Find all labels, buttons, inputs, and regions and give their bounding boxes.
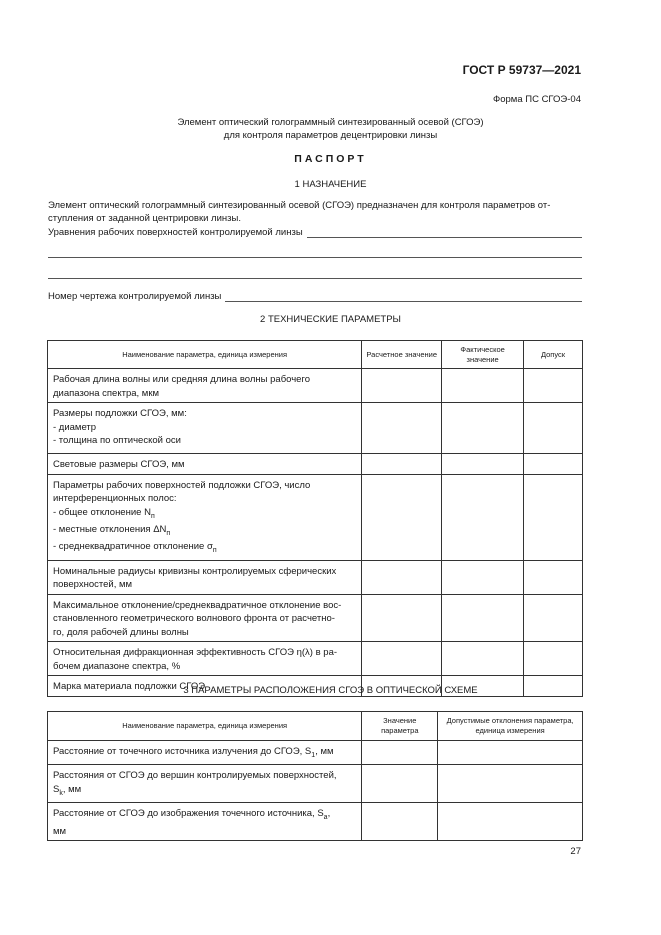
row-name-cell bbox=[48, 594, 362, 642]
column-header-name: Наименование параметра, единица измерения bbox=[48, 712, 362, 741]
column-header-tolerance: Допуск bbox=[524, 341, 583, 369]
subscript: a bbox=[323, 814, 328, 822]
section2-heading: 2 ТЕХНИЧЕСКИЕ ПАРАМЕТРЫ bbox=[260, 314, 401, 325]
blank-line-1 bbox=[48, 257, 582, 258]
cell-line bbox=[53, 807, 356, 824]
cell-line: Марка материала подложки СГОЭ bbox=[53, 681, 206, 693]
row-name-cell bbox=[48, 403, 362, 454]
row-name-cell bbox=[48, 803, 362, 841]
cell-line: Рабочая длина волны или средняя длина волны рабочего bbox=[53, 374, 310, 385]
calculated-value-cell[interactable] bbox=[362, 454, 442, 475]
cell-text: , мм bbox=[62, 783, 82, 795]
value-cell[interactable] bbox=[362, 803, 438, 841]
equations-field bbox=[48, 227, 582, 238]
cell-line: диапазона спектра, мкм bbox=[53, 387, 160, 399]
tolerance-cell[interactable] bbox=[524, 369, 583, 403]
actual-value-cell[interactable] bbox=[442, 642, 524, 676]
cell-text: S bbox=[53, 783, 60, 795]
row-name-cell bbox=[48, 474, 362, 560]
tolerance-cell[interactable] bbox=[524, 642, 583, 676]
calculated-value-cell[interactable] bbox=[362, 403, 442, 454]
tolerance-cell[interactable] bbox=[524, 594, 583, 642]
table-row bbox=[48, 642, 583, 676]
document-title bbox=[0, 116, 661, 142]
actual-value-cell[interactable] bbox=[442, 369, 524, 403]
calculated-value-cell[interactable] bbox=[362, 560, 442, 594]
table-row bbox=[48, 369, 583, 403]
purpose-paragraph bbox=[48, 200, 582, 225]
cell-line: бочем диапазоне спектра, % bbox=[53, 660, 181, 672]
subscript: k bbox=[59, 789, 63, 797]
paragraph-line-1: Элемент оптический голограммный синтезированный осевой (СГОЭ) предназначен для контроля параметров от- bbox=[48, 200, 551, 211]
cell-line: поверхностей, мм bbox=[53, 579, 133, 591]
cell-line: го, доля рабочей длины волны bbox=[53, 626, 189, 638]
cell-text: , мм bbox=[315, 746, 334, 757]
subscript: п bbox=[150, 512, 155, 520]
cell-line: - толщина по оптической оси bbox=[53, 435, 181, 446]
column-header-name: Наименование параметра, единица измерения bbox=[48, 341, 362, 369]
cell-line: Размеры подложки СГОЭ, мм: bbox=[53, 408, 187, 419]
table-row bbox=[48, 403, 583, 454]
position-parameters-table bbox=[47, 711, 583, 841]
cell-text: , bbox=[327, 808, 331, 820]
form-code: Форма ПС СГОЭ-04 bbox=[493, 94, 581, 105]
deviation-cell[interactable] bbox=[438, 803, 583, 841]
drawing-number-field bbox=[48, 291, 582, 302]
table-row bbox=[48, 803, 583, 841]
equations-blank-line bbox=[307, 228, 582, 238]
row-name-cell bbox=[48, 741, 362, 765]
cell-text: Расстояние от точечного источника излучения до СГОЭ, S bbox=[53, 746, 312, 757]
row-name-cell bbox=[48, 642, 362, 676]
actual-value-cell[interactable] bbox=[442, 560, 524, 594]
title-line-2: для контроля параметров децентрировки линзы bbox=[223, 130, 438, 141]
equations-label: Уравнения рабочих поверхностей контролируемой линзы bbox=[48, 227, 303, 238]
cell-line: Параметры рабочих поверхностей подложки СГОЭ, число bbox=[53, 479, 311, 491]
table-header-row bbox=[48, 712, 583, 741]
cell-text: - среднеквадратичное отклонение σ bbox=[53, 541, 213, 553]
page-number: 27 bbox=[570, 846, 581, 857]
calculated-value-cell[interactable] bbox=[362, 369, 442, 403]
cell-text: - общее отклонение N bbox=[53, 506, 151, 518]
row-name-cell bbox=[48, 765, 362, 803]
table-row bbox=[48, 594, 583, 642]
tolerance-cell[interactable] bbox=[524, 454, 583, 475]
subscript: п bbox=[212, 547, 217, 555]
cell-line: Относительная дифракционная эффективность СГОЭ η(λ) в ра- bbox=[53, 647, 338, 659]
calculated-value-cell[interactable] bbox=[362, 642, 442, 676]
section3-heading: 3 ПАРАМЕТРЫ РАСПОЛОЖЕНИЯ СГОЭ В ОПТИЧЕСКОЙ СХЕМЕ bbox=[183, 685, 478, 696]
drawing-number-label: Номер чертежа контролируемой линзы bbox=[48, 291, 222, 302]
actual-value-cell[interactable] bbox=[442, 594, 524, 642]
cell-line bbox=[53, 506, 356, 523]
cell-line bbox=[53, 540, 356, 557]
cell-line: Номинальные радиусы кривизны контролируемых сферических bbox=[53, 565, 337, 577]
deviation-cell[interactable] bbox=[438, 765, 583, 803]
column-header-deviation: Допустимые отклонения параметра, единица измерения bbox=[438, 712, 583, 741]
actual-value-cell[interactable] bbox=[442, 454, 524, 475]
cell-line: - диаметр bbox=[53, 421, 97, 433]
actual-value-cell[interactable] bbox=[442, 403, 524, 454]
cell-line: Световые размеры СГОЭ, мм bbox=[53, 459, 185, 470]
cell-line: Расстояния от СГОЭ до вершин контролируемых поверхностей, bbox=[53, 770, 337, 782]
tolerance-cell[interactable] bbox=[524, 560, 583, 594]
cell-line: становленного геометрического волнового фронта от расчетно- bbox=[53, 613, 335, 625]
cell-line: Максимальное отклонение/среднеквадратичное отклонение вос- bbox=[53, 599, 342, 611]
subscript: п bbox=[166, 529, 171, 537]
table-header-row bbox=[48, 341, 583, 369]
row-name-cell bbox=[48, 454, 362, 475]
section1-heading: 1 НАЗНАЧЕНИЕ bbox=[294, 179, 367, 190]
standard-number: ГОСТ Р 59737—2021 bbox=[462, 63, 581, 77]
table-row bbox=[48, 741, 583, 765]
row-name-cell bbox=[48, 369, 362, 403]
column-header-value: Значение параметра bbox=[362, 712, 438, 741]
calculated-value-cell[interactable] bbox=[362, 474, 442, 560]
tolerance-cell[interactable] bbox=[524, 403, 583, 454]
column-header-calculated: Расчетное значение bbox=[362, 341, 442, 369]
drawing-number-blank-line bbox=[225, 292, 582, 302]
cell-line: мм bbox=[53, 825, 67, 837]
passport-heading: ПАСПОРТ bbox=[294, 153, 367, 165]
paragraph-line-2: ступления от заданной центрировки линзы. bbox=[48, 212, 241, 224]
table-row bbox=[48, 560, 583, 594]
table-row bbox=[48, 454, 583, 475]
table-row bbox=[48, 474, 583, 560]
cell-text: Расстояние от СГОЭ до изображения точечного источника, S bbox=[53, 808, 324, 820]
value-cell[interactable] bbox=[362, 741, 438, 765]
cell-line: интерференционных полос: bbox=[53, 493, 177, 504]
title-line-1: Элемент оптический голограммный синтезированный осевой (СГОЭ) bbox=[177, 117, 484, 128]
cell-text: - местные отклонения ΔN bbox=[53, 523, 167, 535]
subscript: 1 bbox=[311, 751, 316, 759]
technical-parameters-table bbox=[47, 340, 583, 697]
calculated-value-cell[interactable] bbox=[362, 594, 442, 642]
table-row bbox=[48, 765, 583, 803]
column-header-actual: Фактическое значение bbox=[442, 341, 524, 369]
blank-line-2 bbox=[48, 278, 582, 279]
tolerance-cell[interactable] bbox=[524, 474, 583, 560]
value-cell[interactable] bbox=[362, 765, 438, 803]
row-name-cell bbox=[48, 560, 362, 594]
cell-line bbox=[53, 783, 356, 800]
deviation-cell[interactable] bbox=[438, 741, 583, 765]
actual-value-cell[interactable] bbox=[442, 474, 524, 560]
cell-line bbox=[53, 523, 356, 540]
